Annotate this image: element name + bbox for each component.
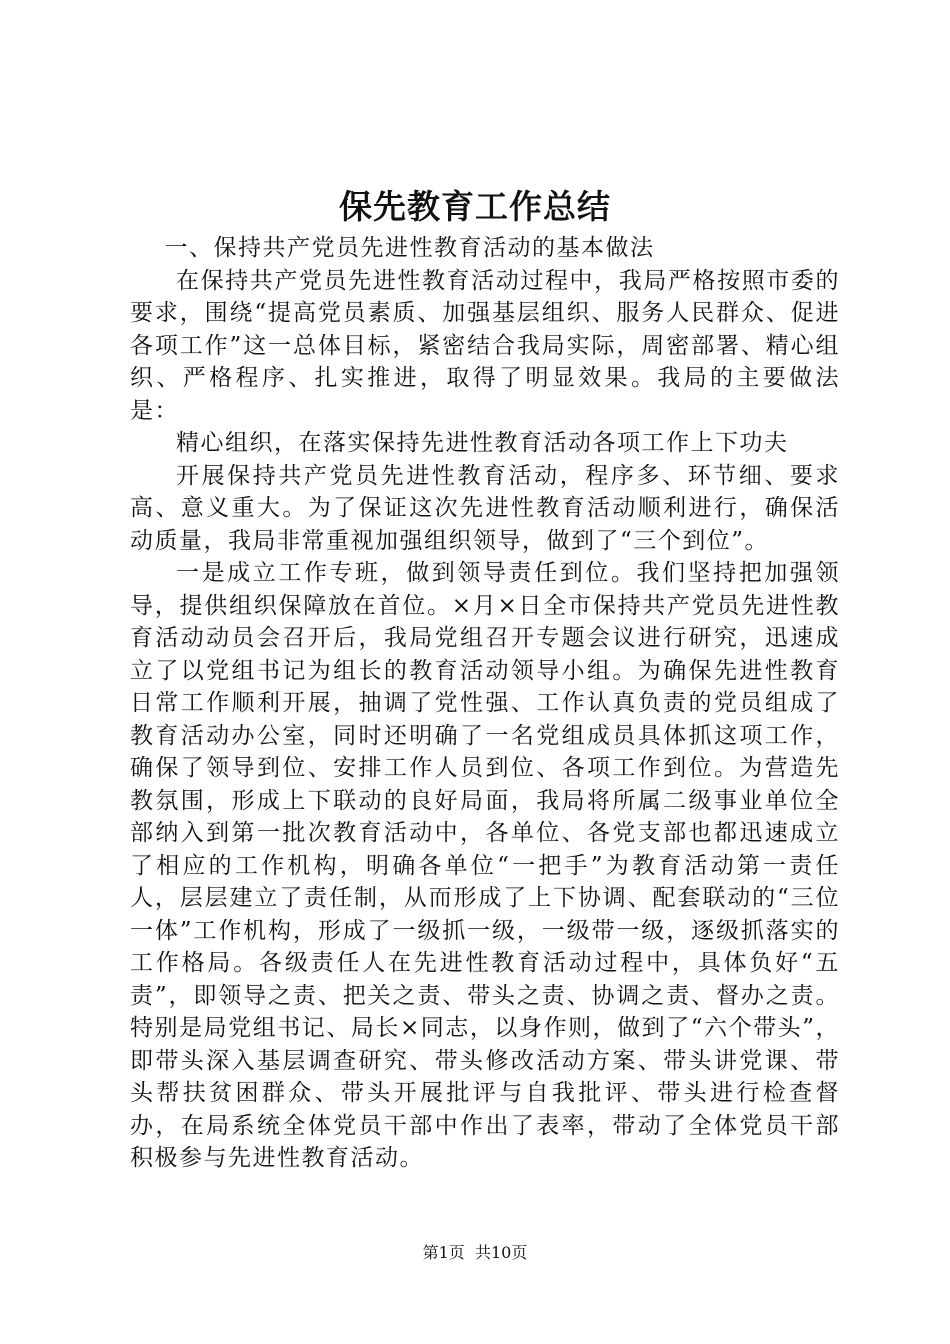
section-heading: 一、保持共产党员先进性教育活动的基本做法	[164, 235, 655, 261]
page-total: 共10页	[474, 1243, 528, 1262]
paragraph: 在保持共产党员先进性教育活动过程中，我局严格按照市委的要求，围绕“提高党员素质、加强基层组织、服务人民群众、促进各项工作”这一总体目标，紧密结合我局实际，周密部署、精心组织、严格程序、扎实推进，取得了明显效果。我局的主要做法是：	[130, 267, 840, 424]
page-footer	[0, 1241, 950, 1265]
subsection-heading: 精心组织，在落实保持先进性教育活动各项工作上下功夫	[176, 430, 789, 456]
document-body	[130, 232, 840, 1175]
footer-separator	[465, 1243, 475, 1262]
paragraph: 一是成立工作专班，做到领导责任到位。我们坚持把加强领导，提供组织保障放在首位。×月×日全市保持共产党员先进性教育活动动员会召开后，我局党组召开专题会议进行研究，迅速成立了以党组书记为组长的教育活动领导小组。为确保先进性教育日常工作顺利开展，抽调了党性强、工作认真负责的党员组成了教育活动办公室，同时还明确了一名党组成员具体抓这项工作，确保了领导到位、安排工作人员到位、各项工作到位。为营造先教氛围，形成上下联动的良好局面，我局将所属二级事业单位全部纳入到第一批次教育活动中，各单位、各党支部也都迅速成立了相应的工作机构，明确各单位“一把手”为教育活动第一责任人，层层建立了责任制，从而形成了上下协调、配套联动的“三位一体”工作机构，形成了一级抓一级，一级带一级，逐级抓落实的工作格局。各级责任人在先进性教育活动过程中，具体负好“五责”，即领导之责、把关之责、带头之责、协调之责、督办之责。特别是局党组书记、局长×同志，以身作则，做到了“六个带头”，即带头深入基层调查研究、带头修改活动方案、带头讲党课、带头帮扶贫困群众、带头开展批评与自我批评、带头进行检查督办，在局系统全体党员干部中作出了表率，带动了全体党员干部积极参与先进性教育活动。	[130, 560, 840, 1171]
paragraph: 开展保持共产党员先进性教育活动，程序多、环节细、要求高、意义重大。为了保证这次先进性教育活动顺利进行，确保活动质量，我局非常重视加强组织领导，做到了“三个到位”。	[130, 462, 840, 554]
page-number: 第1页	[422, 1243, 465, 1262]
document-title: 保先教育工作总结	[339, 187, 611, 226]
